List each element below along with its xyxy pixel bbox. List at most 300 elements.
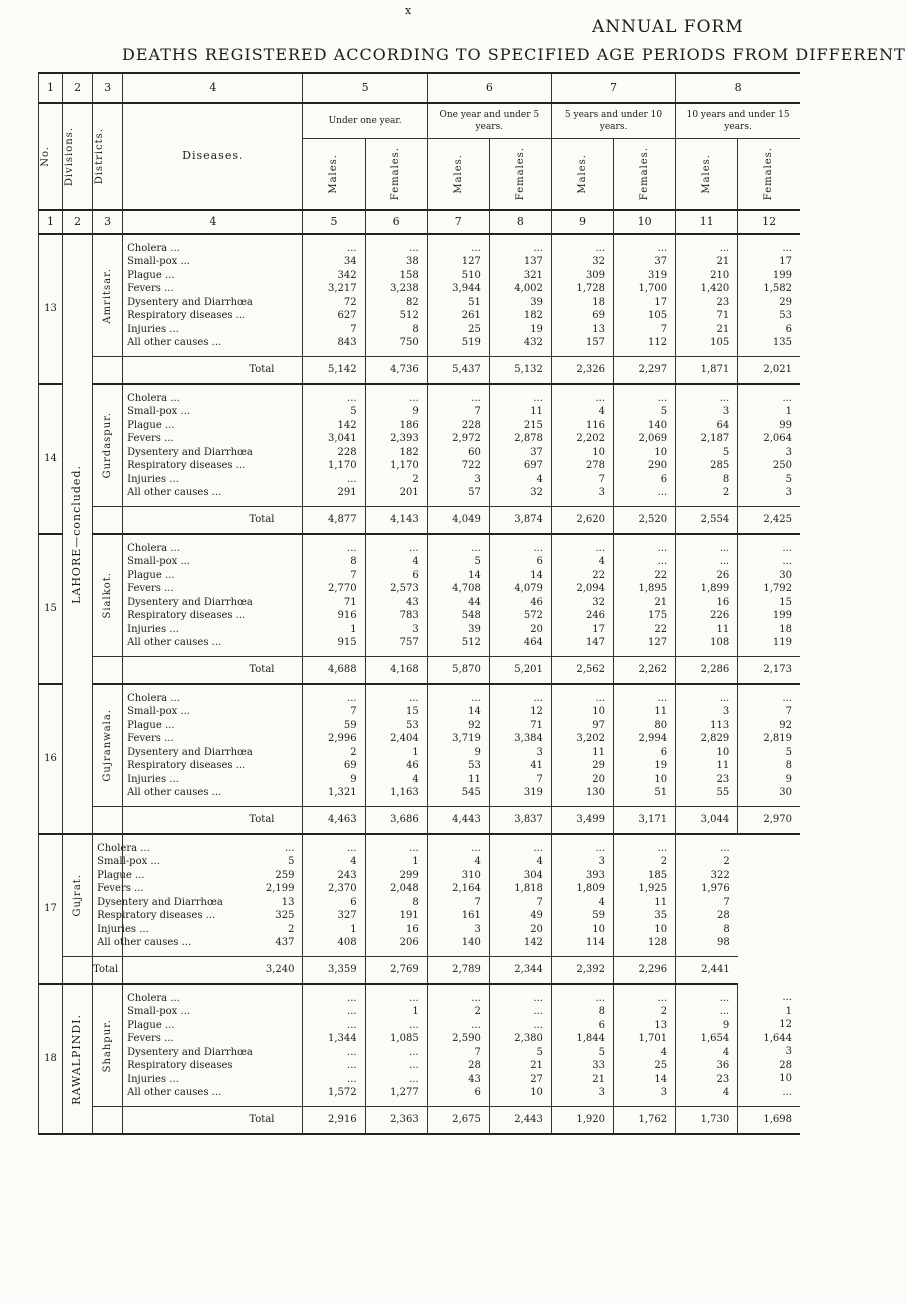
table-cell: ... [533,542,543,554]
table-cell: 432 [523,337,543,348]
table-cell: 3 [660,1087,668,1098]
table-cell: 140 [461,937,481,948]
table-cell: 3,238 [390,283,419,294]
table-cell: ... [347,842,357,854]
total-cell: 5,142 [303,357,365,385]
table-cell: 21 [716,256,730,267]
table-cell: 11 [654,896,668,908]
table-cell: 38 [405,256,419,267]
table-cell: 510 [461,269,481,281]
table-cell: 2,380 [514,1033,543,1044]
col-num-5: 5 [303,73,427,103]
table-cell: 16 [405,923,419,935]
table-cell: ... [471,992,481,1004]
division-cell [63,234,93,834]
total-cell: 4,688 [303,657,365,685]
table-cell: 5 [785,473,792,485]
total-cell: 2,970 [738,807,800,835]
total-cell: 3,359 [303,957,365,985]
table-cell: 10 [530,1087,543,1098]
value-column [365,384,427,507]
disease-label: Respiratory diseases ... [127,310,246,321]
total-cell: 2,554 [676,507,738,535]
table-cell: 3 [474,473,481,485]
table-cell: 327 [337,910,357,921]
table-cell: 32 [592,256,606,267]
table-cell: 8 [350,556,357,567]
table-cell: 2,829 [700,733,730,744]
table-cell: ... [409,392,419,404]
table-cell: 46 [530,596,543,608]
table-cell: 17 [592,623,606,635]
table-cell: 228 [461,419,481,431]
table-cell: 1,792 [763,583,792,594]
total-cell: 3,874 [489,507,551,535]
table-cell: 243 [337,869,357,881]
table-cell: 1,809 [576,883,606,894]
table-cell: ... [720,842,730,854]
value-column [365,684,427,807]
total-cell: 4,143 [365,507,427,535]
table-cell: 201 [399,487,419,498]
total-row [39,357,801,385]
district-cell [93,984,123,1107]
table-cell: ... [409,1046,419,1058]
total-cell: 4,049 [427,507,489,535]
value-column [614,984,676,1107]
table-cell: 4 [598,896,606,908]
col-num-8: 8 [676,73,800,103]
disease-label: Dysentery and Diarrhœa [127,446,253,458]
table-cell: 55 [716,787,730,798]
table-cell: 161 [461,910,481,921]
disease-label: All other causes ... [97,937,192,948]
table-cell: 2,048 [390,883,419,894]
disease-list [123,534,303,657]
table-cell: ... [347,542,357,554]
table-cell: ... [657,842,668,854]
table-cell: 12 [530,706,543,717]
table-cell: 108 [710,637,730,648]
table-cell: ... [657,556,668,567]
value-column [738,534,800,657]
value-column [365,834,427,957]
table-cell: 8 [785,760,792,771]
district-name: Gujranwala. [101,709,113,782]
table-cell: 408 [337,937,357,948]
value-column [551,234,613,357]
block-number: 17 [39,834,63,984]
disease-label: Small-pox ... [127,256,190,267]
block-number: 18 [39,984,63,1134]
table-cell: 10 [654,446,668,458]
value-column [676,684,738,807]
table-cell: 3,944 [452,283,481,294]
table-cell: 105 [648,310,668,321]
table-cell: 9 [785,773,792,785]
table-cell: 69 [343,760,357,771]
table-cell: 1,818 [514,883,543,894]
value-column [365,234,427,357]
table-cell: 3,202 [576,733,606,744]
table-cell: 25 [468,323,481,335]
table-cell: 3 [598,487,606,498]
total-cell: 1,920 [551,1107,613,1135]
district-block [39,534,801,657]
total-cell: 4,463 [303,807,365,835]
table-cell: 53 [779,310,792,321]
table-cell: 4 [474,856,481,867]
table-cell: 29 [592,760,606,771]
total-cell: 2,620 [551,507,613,535]
table-cell: 32 [592,596,606,608]
total-cell: 2,392 [551,957,613,985]
males-header: Males. [452,154,464,194]
table-cell: ... [471,1019,481,1031]
table-cell: ... [595,992,606,1004]
table-cell: 8 [598,1006,606,1017]
table-cell: 1,163 [390,787,419,798]
disease-label: Plague ... [97,869,145,881]
value-column [614,534,676,657]
total-cell: 2,286 [676,657,738,685]
table-cell: 3 [722,706,730,717]
disease-label: Injuries ... [127,773,179,785]
table-cell: 261 [461,310,481,321]
table-cell: 10 [654,773,668,785]
table-cell: 34 [343,256,357,267]
district-name: Amritsar. [101,267,113,324]
disease-label: Respiratory diseases ... [127,610,246,621]
table-cell: 57 [468,487,481,498]
total-cell: 3,171 [614,807,676,835]
table-cell: 37 [654,256,668,267]
total-label: Total [123,1107,303,1135]
table-cell: 114 [585,937,606,948]
table-cell: 29 [779,296,792,308]
table-cell: 4 [722,1087,730,1098]
numbering-cell: 3 [93,210,123,234]
table-cell: 5 [536,1046,543,1058]
col-num-3: 3 [93,73,123,103]
table-cell: 116 [585,419,606,431]
table-cell: 157 [585,337,606,348]
table-cell: 21 [592,1073,606,1085]
table-cell: 2,064 [763,433,792,444]
table-cell: ... [409,1019,419,1031]
numbering-cell: 9 [551,210,613,234]
disease-list [123,984,303,1107]
table-cell: 1,701 [638,1033,668,1044]
disease-label: Cholera ... [127,692,180,704]
table-cell: 1,895 [638,583,668,594]
no-header: No. [40,146,51,167]
table-cell: 11 [468,773,481,785]
total-cell: 2,173 [738,657,800,685]
page-title: DEATHS REGISTERED ACCORDING TO SPECIFIED AGE PERIODS FROM DIFFERENT [122,45,906,64]
table-cell: 290 [648,460,668,471]
total-label: Total [123,357,303,385]
table-cell: 7 [474,1046,481,1058]
total-cell: 4,877 [303,507,365,535]
table-cell: 37 [530,446,543,458]
table-cell: 3 [785,1046,792,1057]
value-column [303,534,365,657]
disease-label: Fevers ... [127,283,174,294]
table-cell: 21 [654,596,668,608]
table-cell: 3,041 [327,433,357,444]
table-cell: 147 [585,637,606,648]
table-cell: 36 [716,1060,730,1071]
table-cell: 916 [337,610,357,621]
total-cell: 2,443 [489,1107,551,1135]
table-cell: 1 [785,406,792,417]
table-cell: 226 [710,610,730,621]
table-cell: 1,899 [700,583,730,594]
table-cell: 3 [785,446,792,458]
value-column [303,234,365,357]
table-cell: 304 [523,869,543,881]
table-cell: 22 [592,569,606,581]
disease-label: Fevers ... [127,583,174,594]
table-cell: 627 [337,310,357,321]
table-cell: 8 [722,473,730,485]
numbering-row [39,210,801,234]
value-column [676,834,738,957]
total-label: Total [93,957,123,985]
district-cell [93,234,123,357]
value-column [551,984,613,1107]
table-cell: ... [533,242,543,254]
table-cell: 2,996 [327,733,357,744]
table-cell: 7 [350,706,357,717]
value-column [427,534,489,657]
table-cell: 98 [717,937,730,948]
total-cell: 2,296 [614,957,676,985]
table-cell: 4 [598,556,606,567]
table-cell: 8 [412,896,419,908]
table-cell: ... [719,392,730,404]
total-cell: 2,021 [738,357,800,385]
table-cell: 11 [716,623,730,635]
table-cell: 4 [412,556,419,567]
total-cell: 2,344 [489,957,551,985]
table-cell: 310 [461,869,481,881]
disease-label: Small-pox ... [127,706,190,717]
table-cell: 13 [281,896,295,908]
table-cell: 1 [350,623,357,635]
table-cell: 250 [772,460,792,471]
col-num-2: 2 [63,73,93,103]
col-num-7: 7 [551,73,675,103]
table-cell: 22 [654,569,668,581]
numbering-cell: 10 [614,210,676,234]
table-cell: 6 [785,323,792,335]
total-cell: 5,201 [489,657,551,685]
numbering-cell: 4 [123,210,303,234]
females-header-cell [738,139,800,211]
table-cell: 1,582 [763,283,792,294]
table-cell: 44 [468,596,481,608]
table-cell: ... [782,242,792,254]
table-cell: 2,199 [265,883,295,894]
total-row [39,507,801,535]
table-cell: 1 [412,1006,419,1017]
table-cell: ... [409,842,419,854]
table-cell: 33 [592,1060,606,1071]
table-cell: 6 [598,1019,606,1031]
table-cell: 99 [779,419,792,431]
total-cell: 3,240 [123,957,303,985]
table-cell: 5 [350,406,357,417]
disease-label: Fevers ... [127,733,174,744]
table-cell: ... [782,1086,792,1098]
table-cell: 60 [468,446,481,458]
table-cell: ... [347,242,357,254]
table-cell: 3 [785,487,792,498]
total-row [39,957,801,985]
divisions-header-cell [63,103,93,210]
table-cell: 7 [785,706,792,717]
disease-label: All other causes ... [127,1087,222,1098]
disease-label: Plague ... [127,1019,175,1031]
division-name: LAHORE—concluded. [70,464,84,604]
table-cell: 259 [275,869,295,881]
table-cell: 1,644 [763,1032,792,1044]
value-column [551,534,613,657]
table-cell: 71 [530,719,543,731]
table-cell: 2 [660,856,668,867]
table-cell: 128 [648,937,668,948]
disease-label: All other causes ... [127,337,222,348]
col-num-6: 6 [427,73,551,103]
table-cell: ... [409,1060,419,1071]
table-cell: 2,878 [514,433,543,444]
table-cell: 10 [592,706,606,717]
group-header-1-5: One year and under 5 years. [427,103,551,139]
table-cell: 19 [654,760,668,771]
table-cell: ... [595,542,606,554]
value-column [427,984,489,1107]
table-cell: ... [347,992,357,1004]
table-cell: 71 [343,596,357,608]
table-cell: 142 [337,419,357,431]
table-cell: 697 [523,460,543,471]
value-column [738,234,800,357]
table-cell: 2,573 [390,583,419,594]
table-cell: 11 [530,406,543,417]
table-cell: 1,170 [327,460,357,471]
district-cell [93,684,123,807]
table-cell: 1,925 [638,883,668,894]
table-cell: ... [782,556,792,567]
block-number: 15 [39,534,63,684]
district-block [39,834,801,957]
districts-header-cell [93,103,123,210]
value-column [489,984,551,1107]
table-cell: 105 [710,337,730,348]
table-cell: 113 [710,719,730,731]
table-cell: 3 [598,856,606,867]
division-name: RAWALPINDI. [70,1013,84,1105]
table-cell: ... [657,487,668,498]
group-header-under-1: Under one year. [303,103,427,139]
district-name: Sialkot. [101,572,113,619]
table-cell: 53 [468,760,481,771]
table-cell: 5 [598,1046,606,1058]
females-header: Females. [638,147,650,201]
table-cell: 185 [648,869,668,881]
table-cell: 10 [592,923,606,935]
table-cell: 41 [530,760,543,771]
table-cell: ... [471,842,481,854]
females-header-cell [489,139,551,211]
table-cell: 285 [710,460,730,471]
table-cell: 299 [399,869,419,881]
district-name: Gurdaspur. [101,412,113,479]
table-cell: 27 [530,1073,543,1085]
table-cell: 19 [530,323,543,335]
total-cell: 3,686 [365,807,427,835]
disease-label: Injuries ... [127,623,179,635]
table-cell: 325 [275,910,295,921]
table-cell: 1 [785,1005,792,1017]
disease-label: Plague ... [127,419,175,431]
females-header-cell [365,139,427,211]
table-cell: 215 [523,419,543,431]
block-number: 13 [39,234,63,384]
females-header-cell [614,139,676,211]
table-cell: 17 [654,296,668,308]
table-cell: 130 [585,787,606,798]
table-cell: 4 [722,1046,730,1058]
numbering-cell: 6 [365,210,427,234]
table-cell: 140 [648,419,668,431]
total-cell: 2,916 [303,1107,365,1135]
table-cell: 135 [772,337,792,348]
table-cell: 2,590 [452,1033,481,1044]
table-cell: 16 [716,596,730,608]
value-column [365,984,427,1107]
males-header-cell [676,139,738,211]
numbering-cell: 12 [738,210,800,234]
table-cell: 30 [779,787,792,798]
group-header-5-10: 5 years and under 10 years. [551,103,675,139]
table-cell: ... [595,392,606,404]
table-cell: 2 [660,1006,668,1017]
total-cell: 2,520 [614,507,676,535]
value-column [303,834,365,957]
table-cell: 71 [716,310,730,321]
table-cell: 3 [598,1087,606,1098]
females-header: Females. [514,147,526,201]
value-column [676,234,738,357]
district-block [39,234,801,357]
total-cell: 2,262 [614,657,676,685]
disease-label: All other causes ... [127,487,222,498]
table-cell: 783 [399,610,419,621]
table-cell: 2 [412,473,419,485]
table-cell: ... [719,692,730,704]
table-cell: 5 [660,406,668,417]
females-header: Females. [763,147,775,201]
table-cell: ... [657,992,668,1004]
table-cell: 228 [337,446,357,458]
disease-list [123,684,303,807]
total-cell: 3,044 [676,807,738,835]
table-cell: ... [409,992,419,1004]
table-cell: 53 [405,719,419,731]
